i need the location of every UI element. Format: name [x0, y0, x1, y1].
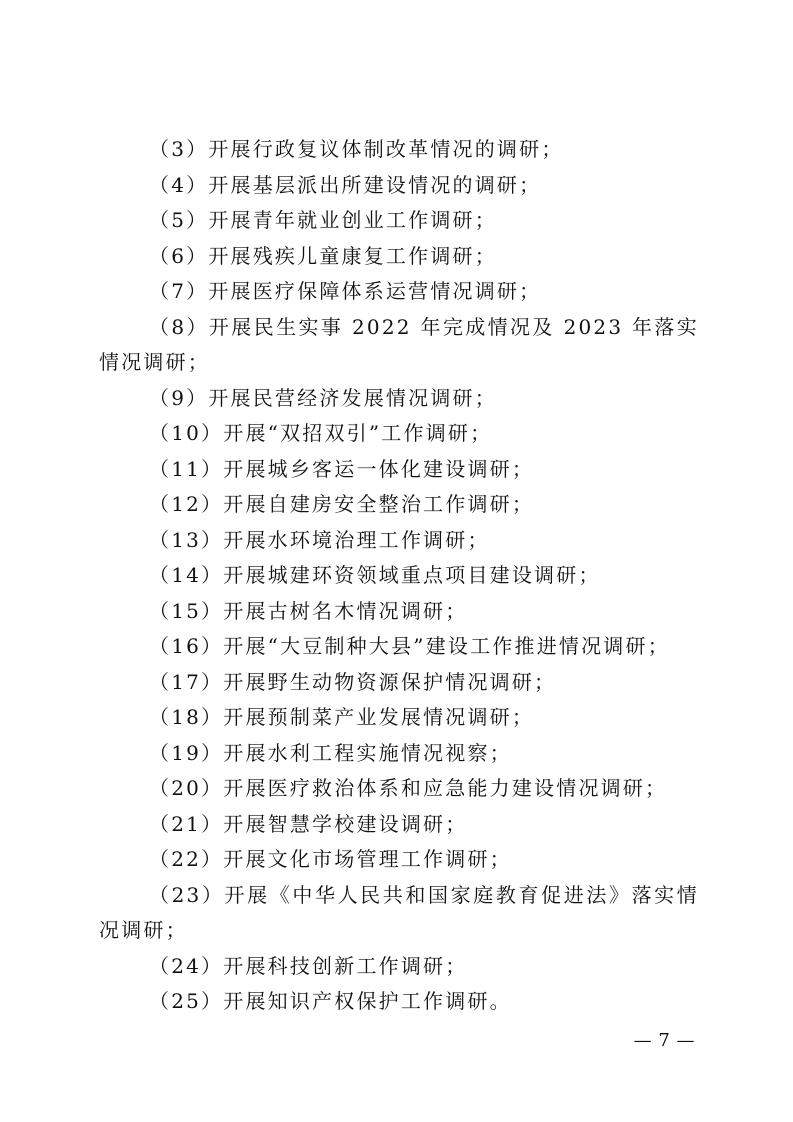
page-number: — 7 — [633, 1030, 695, 1051]
list-item-4: （4）开展基层派出所建设情况的调研； [149, 172, 542, 197]
list-item-23: （23）开展《中华人民共和国家庭教育促进法》落实情况调研； [99, 882, 699, 942]
list-item-3: （3）开展行政复议体制改革情况的调研； [149, 137, 564, 161]
list-item-14: （14）开展城建环资领域重点项目建设调研； [149, 563, 601, 587]
list-item-15: （15）开展古树名木情况调研； [149, 598, 468, 623]
list-item-25: （25）开展知识产权保护工作调研。 [149, 989, 512, 1013]
list-item-10: （10）开展“双招双引”工作调研； [149, 421, 493, 445]
list-item-17: （17）开展野生动物资源保护情况调研； [149, 669, 557, 694]
list-item-7: （7）开展医疗保障体系运营情况调研； [149, 279, 542, 303]
list-item-6: （6）开展残疾儿童康复工作调研； [149, 243, 497, 268]
list-item-5: （5）开展青年就业创业工作调研； [149, 208, 497, 232]
list-item-18: （18）开展预制菜产业发展情况调研； [149, 705, 535, 729]
list-item-21: （21）开展智慧学校建设调研； [149, 811, 468, 836]
list-item-20: （20）开展医疗救治体系和应急能力建设情况调研； [149, 776, 668, 800]
body-text [99, 132, 699, 1020]
list-item-8: （8）开展民生实事 2022 年完成情况及 2023 年落实情况调研； [99, 314, 699, 374]
list-item-12: （12）开展自建房安全整治工作调研； [149, 492, 535, 516]
list-item-22: （22）开展文化市场管理工作调研； [149, 847, 512, 871]
list-item-16: （16）开展“大豆制种大县”建设工作推进情况调研； [149, 634, 670, 658]
list-item-9: （9）开展民营经济发展情况调研； [149, 385, 497, 410]
list-item-13: （13）开展水环境治理工作调研； [149, 527, 490, 552]
list-item-24: （24）开展科技创新工作调研； [149, 953, 468, 978]
list-item-19: （19）开展水利工程实施情况视察； [149, 740, 512, 765]
list-item-11: （11）开展城乡客运一体化建设调研； [149, 456, 535, 481]
